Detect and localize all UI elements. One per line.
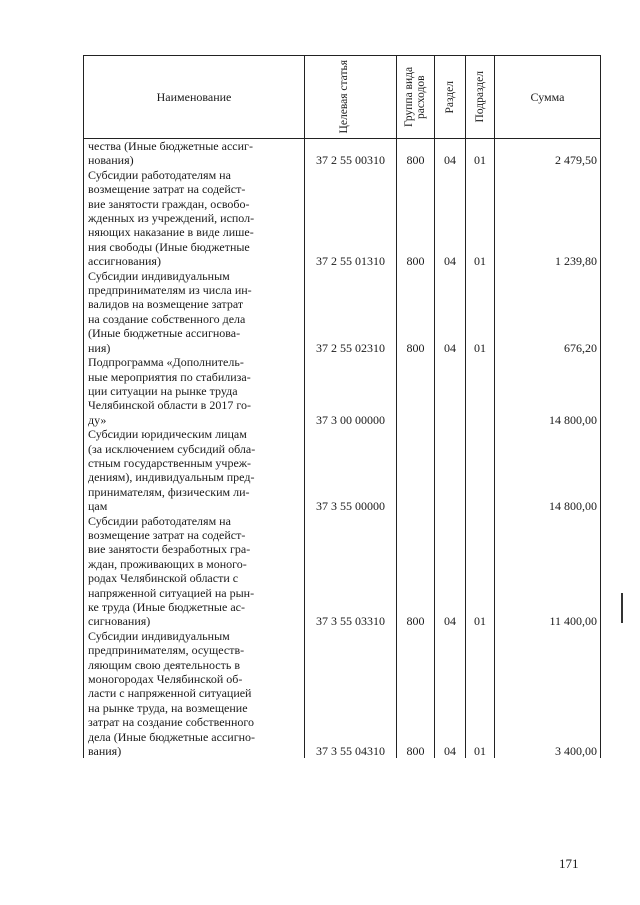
row-expense-group xyxy=(397,427,435,513)
row-name-line: ду» xyxy=(88,412,107,427)
row-amount: 11 400,00 xyxy=(495,514,601,629)
row-name-line: дениям), индивидуальным пред- xyxy=(88,470,255,485)
row-subsection xyxy=(466,355,495,427)
row-name-line: затрат на создание собственного xyxy=(88,715,254,730)
row-name-line: вания) xyxy=(88,744,122,759)
row-name-line: валидов на возмещение затрат xyxy=(88,297,244,312)
row-name-line: на рынке труда, на возмещение xyxy=(88,700,248,715)
budget-table xyxy=(83,55,601,758)
row-name-cell xyxy=(84,355,305,427)
row-name-cell xyxy=(84,629,305,759)
row-expense-group: 800 xyxy=(397,514,435,629)
row-name-cell xyxy=(84,514,305,629)
table-row xyxy=(84,139,601,168)
row-name-line: цам xyxy=(88,499,108,514)
row-name-line: на создание собственного дела xyxy=(88,311,246,326)
table-body xyxy=(84,139,601,759)
header-amount-label: Сумма xyxy=(530,89,565,104)
row-name-line: ассигнования) xyxy=(88,254,161,269)
row-amount: 1 239,80 xyxy=(495,168,601,269)
table-header xyxy=(84,56,601,139)
table-row xyxy=(84,427,601,513)
row-subsection: 01 xyxy=(466,514,495,629)
row-target-item: 37 3 00 00000 xyxy=(305,355,397,427)
row-subsection: 01 xyxy=(466,269,495,355)
row-expense-group: 800 xyxy=(397,269,435,355)
row-target-item: 37 2 55 00310 xyxy=(305,139,397,168)
row-subsection: 01 xyxy=(466,629,495,759)
budget-table-page xyxy=(83,55,600,758)
row-name-line: сигнования) xyxy=(88,614,151,629)
row-name-line: ции ситуации на рынке труда xyxy=(88,383,238,398)
row-name-line: Челябинской области в 2017 го- xyxy=(88,398,251,413)
header-target-item-label: Целевая статья xyxy=(337,60,350,134)
row-name-line: жденных из учреждений, испол- xyxy=(88,211,255,226)
row-name-line: возмещение затрат на содейст- xyxy=(88,182,246,197)
row-name-line: ласти с напряженной ситуацией xyxy=(88,686,252,701)
row-name-line: ке труда (Иные бюджетные ас- xyxy=(88,600,245,614)
row-name-cell xyxy=(84,269,305,355)
header-subsection-label: Подраздел xyxy=(474,71,486,123)
row-subsection: 01 xyxy=(466,168,495,269)
table-row xyxy=(84,355,601,427)
header-target-item xyxy=(305,56,397,139)
table-row xyxy=(84,629,601,759)
row-name-cell xyxy=(84,168,305,269)
row-name-line: нования) xyxy=(88,153,134,168)
table-row xyxy=(84,514,601,629)
row-amount: 2 479,50 xyxy=(495,139,601,168)
row-expense-group: 800 xyxy=(397,139,435,168)
row-name-line: родах Челябинской области с xyxy=(88,571,239,586)
row-section: 04 xyxy=(435,139,466,168)
row-name-line: принимателям, физическим ли- xyxy=(88,484,250,499)
header-section xyxy=(435,56,466,139)
row-name-line: ждан, проживающих в моного- xyxy=(88,556,247,571)
row-target-item: 37 2 55 01310 xyxy=(305,168,397,269)
header-expense-group xyxy=(397,56,435,139)
row-name-line: Субсидии юридическим лицам xyxy=(88,427,247,442)
row-name-line: стным государственным учреж- xyxy=(88,455,252,470)
row-name-line: моногородах Челябинской об- xyxy=(88,672,243,687)
row-name-line: Субсидии работодателям на xyxy=(88,513,231,528)
row-name-line: дела (Иные бюджетные ассигно- xyxy=(88,729,256,744)
row-name-line: Субсидии работодателям на xyxy=(88,167,231,182)
header-name-label: Наименование xyxy=(156,89,232,104)
header-amount xyxy=(495,56,601,139)
row-section: 04 xyxy=(435,269,466,355)
row-expense-group: 800 xyxy=(397,629,435,759)
row-name-line: Субсидии индивидуальным xyxy=(88,628,230,643)
row-name-cell xyxy=(84,427,305,513)
row-name-line: (за исключением субсидий обла- xyxy=(88,441,256,456)
row-name-line: предпринимателям, осуществ- xyxy=(88,643,245,658)
row-amount: 676,20 xyxy=(495,269,601,355)
row-name-line: Подпрограмма «Дополнитель- xyxy=(88,355,244,370)
table-row xyxy=(84,269,601,355)
row-name-line: ния свободы (Иные бюджетные xyxy=(88,239,250,254)
row-name-line: чества (Иные бюджетные ассиг- xyxy=(88,139,253,153)
row-section: 04 xyxy=(435,168,466,269)
scan-edge-mark xyxy=(621,593,623,623)
header-section-label: Раздел xyxy=(444,80,456,114)
row-amount: 3 400,00 xyxy=(495,629,601,759)
row-name-line: ные мероприятия по стабилиза- xyxy=(88,369,251,384)
header-expense-group-label: Группа вида расходов xyxy=(402,66,427,128)
row-name-line: предпринимателям из числа ин- xyxy=(88,283,252,298)
row-name-line: вие занятости граждан, освобо- xyxy=(88,196,250,211)
row-target-item: 37 2 55 02310 xyxy=(305,269,397,355)
header-name xyxy=(84,56,305,139)
header-subsection xyxy=(466,56,495,139)
table-row xyxy=(84,168,601,269)
row-expense-group xyxy=(397,355,435,427)
row-section: 04 xyxy=(435,514,466,629)
row-amount: 14 800,00 xyxy=(495,355,601,427)
row-name-cell xyxy=(84,139,305,168)
row-target-item: 37 3 55 04310 xyxy=(305,629,397,759)
row-expense-group: 800 xyxy=(397,168,435,269)
row-name-line: (Иные бюджетные ассигнова- xyxy=(88,326,241,341)
row-name-line: ния) xyxy=(88,340,111,355)
row-name-line: ляющим свою деятельность в xyxy=(88,657,241,672)
row-section: 04 xyxy=(435,629,466,759)
row-name-line: няющих наказание в виде лише- xyxy=(88,225,254,240)
row-target-item: 37 3 55 03310 xyxy=(305,514,397,629)
row-target-item: 37 3 55 00000 xyxy=(305,427,397,513)
row-name-line: вие занятости безработных гра- xyxy=(88,542,251,557)
row-section xyxy=(435,355,466,427)
row-subsection: 01 xyxy=(466,139,495,168)
row-section xyxy=(435,427,466,513)
page-number: 171 xyxy=(559,856,579,871)
row-name-line: напряженной ситуацией на рын- xyxy=(88,585,255,600)
row-name-line: возмещение затрат на содейст- xyxy=(88,527,246,542)
row-amount: 14 800,00 xyxy=(495,427,601,513)
row-subsection xyxy=(466,427,495,513)
row-name-line: Субсидии индивидуальным xyxy=(88,268,230,283)
